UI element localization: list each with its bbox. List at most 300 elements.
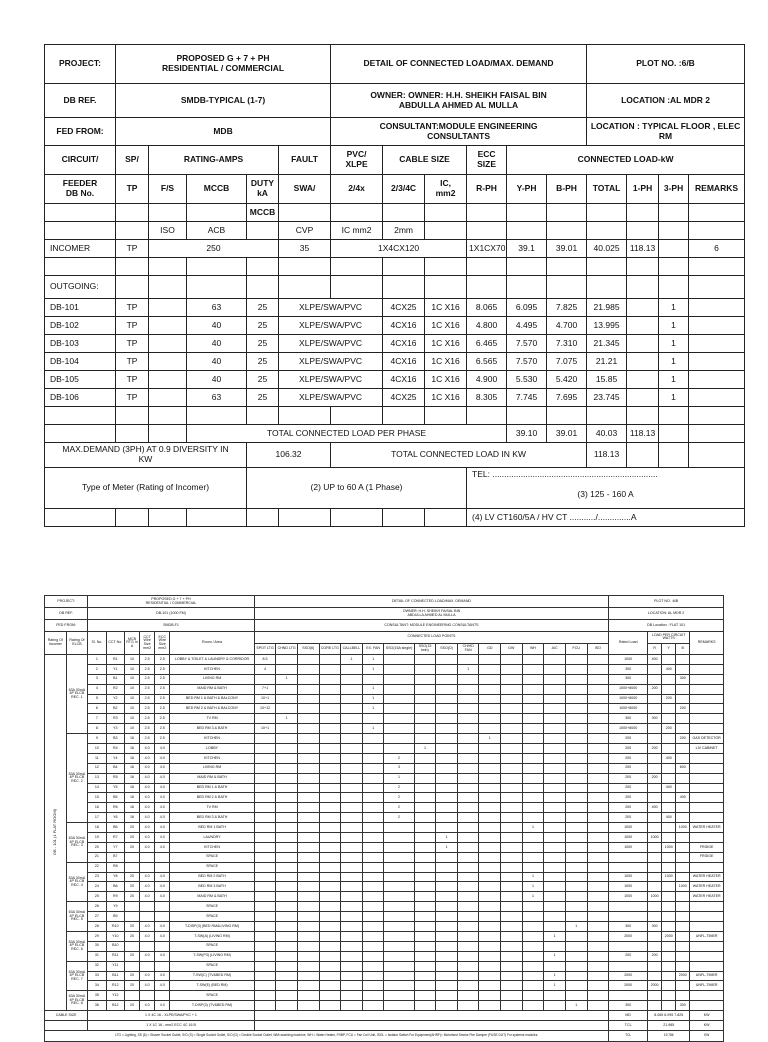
b-load xyxy=(609,902,648,912)
b-point-value xyxy=(522,694,544,704)
b-point-value xyxy=(297,684,319,694)
max-demand-value: 106.32 xyxy=(247,443,331,468)
header-bph: B-PH xyxy=(547,175,587,204)
b-w: 4.0 xyxy=(140,773,155,783)
b-point-value xyxy=(362,753,384,763)
b-point-value xyxy=(297,961,319,971)
b-point-value xyxy=(479,744,501,754)
b-sl: 26 xyxy=(88,902,106,912)
b-point-value xyxy=(414,694,436,704)
outgoing-tp: TP xyxy=(116,371,149,389)
b-point-value xyxy=(544,684,566,694)
header-1ph: 1-PH xyxy=(627,175,659,204)
b-h-cct-wire: CCT Wire Size mm2 xyxy=(140,632,155,655)
b-cct: Y6 xyxy=(106,813,124,823)
b-circuit-row xyxy=(45,892,724,902)
b-point-value xyxy=(501,714,523,724)
b-r: 200 xyxy=(648,744,662,754)
location-elec-rm: LOCATION : TYPICAL FLOOR , ELEC RM xyxy=(587,118,745,146)
b-b xyxy=(676,991,690,1001)
empty-cell xyxy=(279,204,331,222)
b-point-value xyxy=(276,941,298,951)
b-b: 400 xyxy=(676,793,690,803)
b-load: 2000 xyxy=(609,931,648,941)
b-e: 4.0 xyxy=(155,813,170,823)
b-e: 4.0 xyxy=(155,753,170,763)
b-mcb: 20 xyxy=(124,971,139,981)
b-point-value xyxy=(297,941,319,951)
outgoing-fault: 25 xyxy=(247,389,279,407)
b-room: SPACE xyxy=(170,991,254,1001)
b-mcb: 20 xyxy=(124,842,139,852)
b-r xyxy=(648,971,662,981)
b-e xyxy=(155,912,170,922)
b-point-value xyxy=(414,981,436,991)
b-point-value xyxy=(254,882,276,892)
outgoing-r: 8.065 xyxy=(467,299,507,317)
b-point-value xyxy=(254,951,276,961)
header-2mm: 2mm xyxy=(383,222,425,240)
b-cct: R3 xyxy=(106,714,124,724)
b-point-value xyxy=(565,664,587,674)
empty-cell xyxy=(507,204,547,222)
b-r xyxy=(648,1001,662,1011)
b-point-value xyxy=(276,842,298,852)
b-point-value xyxy=(587,823,609,833)
b-point-value xyxy=(341,951,363,961)
b-cct: Y5 xyxy=(106,783,124,793)
empty-cell xyxy=(149,371,187,389)
b-point-value: 1 xyxy=(276,674,298,684)
b-rem xyxy=(690,793,724,803)
outgoing-b: 7.695 xyxy=(547,389,587,407)
b-point-value xyxy=(522,664,544,674)
b-room: KITCHEN xyxy=(170,734,254,744)
b-cct: B5 xyxy=(106,793,124,803)
b-b xyxy=(676,852,690,862)
b-sl: 20 xyxy=(88,842,106,852)
b-circuit-row xyxy=(45,714,724,724)
b-room: T-SW(C) (TV&BED RM) xyxy=(170,971,254,981)
b-sl: 34 xyxy=(88,981,106,991)
b-point-value xyxy=(254,1001,276,1011)
b-cct: R12 xyxy=(106,981,124,991)
b-r: 200 xyxy=(648,684,662,694)
b-point-value: 1 xyxy=(544,971,566,981)
b-point-value xyxy=(479,842,501,852)
b-b xyxy=(676,902,690,912)
b-point-value xyxy=(414,674,436,684)
b-sl: 36 xyxy=(88,1001,106,1011)
b-rem xyxy=(690,961,724,971)
b-rem: FRIDGE xyxy=(690,842,724,852)
b-point-value xyxy=(341,694,363,704)
empty-cell xyxy=(425,407,467,425)
b-point-value xyxy=(414,912,436,922)
b-point-value: 1 xyxy=(276,714,298,724)
b-h-points-title: CONNECTED LOAD POINTS xyxy=(254,632,609,644)
b-point-value xyxy=(436,763,458,773)
b-point-value xyxy=(254,803,276,813)
b-point-value xyxy=(544,714,566,724)
outgoing-size: 4CX16 xyxy=(383,371,425,389)
b-load: 1000 xyxy=(609,842,648,852)
empty-cell xyxy=(587,407,627,425)
b-point-value xyxy=(479,724,501,734)
b-point-value xyxy=(254,991,276,1001)
b-point-value xyxy=(544,991,566,1001)
b-point-value xyxy=(436,704,458,714)
b-point-value xyxy=(479,664,501,674)
b-w xyxy=(140,991,155,1001)
b-w: 2.5 xyxy=(140,674,155,684)
b-point-value xyxy=(436,912,458,922)
b-rem xyxy=(690,922,724,932)
b-w: 2.5 xyxy=(140,694,155,704)
b-cct: Y7 xyxy=(106,842,124,852)
b-point-value xyxy=(522,1001,544,1011)
b-r xyxy=(648,734,662,744)
b-b xyxy=(676,862,690,872)
b-w: 4.0 xyxy=(140,793,155,803)
b-y xyxy=(662,833,676,843)
b-point-value xyxy=(457,1001,479,1011)
b-point-value xyxy=(587,664,609,674)
b-room: LAUNDRY xyxy=(170,833,254,843)
b-mcb: 16 xyxy=(124,793,139,803)
b-point-value xyxy=(479,941,501,951)
b-point-value: 1 xyxy=(362,655,384,665)
empty-cell xyxy=(279,509,331,527)
header-swa: SWA/ xyxy=(279,175,331,204)
b-point-value xyxy=(254,941,276,951)
empty-cell xyxy=(247,222,279,240)
b-b: 1000 xyxy=(676,823,690,833)
b-point-value xyxy=(522,655,544,665)
b-point-value xyxy=(565,981,587,991)
b-circuit-row xyxy=(45,961,724,971)
empty-cell xyxy=(247,276,279,299)
b-project-label: PROJECT: xyxy=(45,596,88,608)
b-point-value xyxy=(457,882,479,892)
b-y xyxy=(662,912,676,922)
b-h-point-10: GD xyxy=(479,643,501,655)
b-circuit-row xyxy=(45,734,724,744)
b-point-value xyxy=(522,852,544,862)
b-point-value xyxy=(341,991,363,1001)
b-point-value xyxy=(319,833,341,843)
empty-cell xyxy=(467,204,507,222)
b-rem xyxy=(690,1001,724,1011)
b-h-rated-load: Rated Load xyxy=(609,632,648,655)
b-point-value: 1 xyxy=(522,872,544,882)
empty-cell xyxy=(116,509,149,527)
b-point-value xyxy=(457,951,479,961)
b-rem: LIV CABINET xyxy=(690,744,724,754)
b-w: 4.0 xyxy=(140,981,155,991)
b-point-value xyxy=(414,842,436,852)
b-point-value xyxy=(501,674,523,684)
outgoing-tp: TP xyxy=(116,317,149,335)
b-point-value xyxy=(544,704,566,714)
b-sl: 13 xyxy=(88,773,106,783)
b-mcb xyxy=(124,862,139,872)
b-point-value: 1 xyxy=(565,1001,587,1011)
b-tcl-label-2: TCL xyxy=(609,1030,648,1041)
outgoing-row xyxy=(45,371,745,389)
b-b xyxy=(676,655,690,665)
b-cct: B10 xyxy=(106,941,124,951)
b-cct: B7 xyxy=(106,852,124,862)
header-feeder: FEEDER DB No. xyxy=(45,175,116,204)
b-point-value xyxy=(319,763,341,773)
b-point-value xyxy=(479,912,501,922)
b-cct: R10 xyxy=(106,922,124,932)
b-point-value: 1 xyxy=(544,951,566,961)
b-w: 4.0 xyxy=(140,823,155,833)
b-circuit-row xyxy=(45,783,724,793)
b-point-value xyxy=(341,872,363,882)
b-point-value xyxy=(341,813,363,823)
outgoing-fault: 25 xyxy=(247,353,279,371)
b-point-value xyxy=(544,912,566,922)
b-point-value: 10+12 xyxy=(254,704,276,714)
b-point-value xyxy=(479,763,501,773)
b-point-value xyxy=(565,655,587,665)
b-w: 4.0 xyxy=(140,922,155,932)
empty-cell xyxy=(689,317,745,335)
b-room: BED RM 3 & BATH xyxy=(170,813,254,823)
b-point-value xyxy=(319,842,341,852)
b-cct: Y11 xyxy=(106,961,124,971)
outgoing-total: 21.21 xyxy=(587,353,627,371)
b-point-value xyxy=(457,744,479,754)
b-point-value xyxy=(341,922,363,932)
b-point-value xyxy=(544,724,566,734)
b-room: TV RM xyxy=(170,803,254,813)
b-cct: B8 xyxy=(106,882,124,892)
b-point-value xyxy=(436,823,458,833)
outgoing-type: XLPE/SWA/PVC xyxy=(279,317,383,335)
total-kw-value: 118.13 xyxy=(587,443,627,468)
empty-cell xyxy=(247,407,279,425)
b-room: LOBBY xyxy=(170,744,254,754)
b-b xyxy=(676,724,690,734)
b-point-value xyxy=(319,971,341,981)
b-point-value xyxy=(587,941,609,951)
b-mcb: 16 xyxy=(124,734,139,744)
b-r: 200 xyxy=(648,951,662,961)
b-point-value xyxy=(384,941,414,951)
b-point-value xyxy=(457,852,479,862)
outgoing-size: 4CX16 xyxy=(383,317,425,335)
empty-cell xyxy=(507,222,547,240)
b-point-value xyxy=(384,674,414,684)
header-remarks: REMARKS xyxy=(689,175,745,204)
incomer-r: 39.1 xyxy=(507,240,547,258)
b-y xyxy=(662,674,676,684)
empty-cell xyxy=(331,509,383,527)
b-room: SPACE xyxy=(170,941,254,951)
b-point-value xyxy=(414,882,436,892)
b-point-value xyxy=(436,655,458,665)
b-point-value xyxy=(565,823,587,833)
b-point-value xyxy=(436,674,458,684)
b-point-value xyxy=(457,714,479,724)
outgoing-ecc: 1C X16 xyxy=(425,299,467,317)
b-w: 4.0 xyxy=(140,763,155,773)
b-room: LIVING RM xyxy=(170,674,254,684)
b-cct: B1 xyxy=(106,674,124,684)
b-point-value xyxy=(544,833,566,843)
b-point-value xyxy=(501,813,523,823)
b-point-value xyxy=(544,694,566,704)
b-point-value xyxy=(341,783,363,793)
b-point-value xyxy=(457,724,479,734)
header-rph: R-PH xyxy=(467,175,507,204)
b-point-value xyxy=(479,803,501,813)
empty-cell xyxy=(279,407,331,425)
b-circuit-row xyxy=(45,823,724,833)
meter-option-2: (2) UP to 60 A (1 Phase) xyxy=(247,468,467,509)
b-point-value xyxy=(341,773,363,783)
outgoing-size: 4CX16 xyxy=(383,335,425,353)
b-point-value xyxy=(414,714,436,724)
b-point-value xyxy=(587,684,609,694)
b-e: 4.0 xyxy=(155,951,170,961)
b-mcb: 20 xyxy=(124,931,139,941)
empty-cell xyxy=(659,407,689,425)
b-b xyxy=(676,664,690,674)
b-mcb: 10 xyxy=(124,684,139,694)
b-point-value xyxy=(522,951,544,961)
b-w: 4.0 xyxy=(140,813,155,823)
b-point-value xyxy=(276,902,298,912)
b-y xyxy=(662,862,676,872)
b-h-sl-no: Sl. No. xyxy=(88,632,106,655)
b-b xyxy=(676,833,690,843)
empty-cell xyxy=(467,222,507,240)
outgoing-label: OUTGOING: xyxy=(45,276,116,299)
b-point-value xyxy=(522,714,544,724)
b-point-value xyxy=(362,882,384,892)
b-sl: 35 xyxy=(88,991,106,1001)
b-point-value: 1 xyxy=(362,704,384,714)
b-point-value xyxy=(341,833,363,843)
b-point-value xyxy=(544,783,566,793)
outgoing-total: 23.745 xyxy=(587,389,627,407)
b-point-value xyxy=(276,655,298,665)
b-h-point-8: SSO(D) xyxy=(436,643,458,655)
b-point-value xyxy=(384,931,414,941)
b-rem xyxy=(690,763,724,773)
b-point-value xyxy=(276,833,298,843)
b-b xyxy=(676,803,690,813)
b-circuit-row xyxy=(45,664,724,674)
empty-cell xyxy=(627,222,659,240)
b-load: 1000+8000 xyxy=(609,694,648,704)
empty-cell xyxy=(116,204,149,222)
b-point-value xyxy=(384,744,414,754)
outgoing-b: 4.700 xyxy=(547,317,587,335)
b-point-value xyxy=(297,734,319,744)
b-point-value xyxy=(522,734,544,744)
b-room: TV RM xyxy=(170,714,254,724)
b-room: LOBBY & TOILET & LAUNDRY & CORRIDOR xyxy=(170,655,254,665)
b-circuit-row xyxy=(45,872,724,882)
b-point-value xyxy=(544,655,566,665)
detail-title: DETAIL OF CONNECTED LOAD/MAX. DEMAND xyxy=(331,45,587,84)
outgoing-rating: 40 xyxy=(187,335,247,353)
b-point-value xyxy=(341,793,363,803)
outgoing-r: 4.900 xyxy=(467,371,507,389)
b-point-value xyxy=(436,872,458,882)
incomer-fault: 35 xyxy=(279,240,331,258)
b-rem xyxy=(690,813,724,823)
empty-cell xyxy=(627,335,659,353)
b-circuit-row xyxy=(45,684,724,694)
empty-cell xyxy=(659,443,689,468)
b-point-value xyxy=(384,862,414,872)
b-point-value xyxy=(319,823,341,833)
b-r xyxy=(648,674,662,684)
b-point-value xyxy=(319,892,341,902)
b-h-rating-incomer: Rating Of Incomer xyxy=(45,632,67,655)
header-tp: TP xyxy=(116,175,149,204)
b-b xyxy=(676,912,690,922)
b-point-value xyxy=(501,931,523,941)
b-point-value xyxy=(276,912,298,922)
b-point-value: 8.5 xyxy=(254,655,276,665)
empty-cell xyxy=(507,276,547,299)
b-point-value xyxy=(457,902,479,912)
b-circuit-row xyxy=(45,674,724,684)
b-e: 4.0 xyxy=(155,882,170,892)
empty-cell xyxy=(247,258,279,276)
b-point-value xyxy=(254,773,276,783)
b-load xyxy=(609,961,648,971)
b-point-value xyxy=(297,793,319,803)
b-point-value xyxy=(587,813,609,823)
incomer-ecc: 1X1CX70 xyxy=(467,240,507,258)
empty-cell xyxy=(187,258,247,276)
b-mcb: 10 xyxy=(124,664,139,674)
b-cct: Y10 xyxy=(106,931,124,941)
b-point-value xyxy=(522,793,544,803)
b-point-value xyxy=(276,803,298,813)
b-mcb: 16 xyxy=(124,813,139,823)
b-point-value xyxy=(319,753,341,763)
b-point-value xyxy=(341,892,363,902)
b-e: 2.5 xyxy=(155,694,170,704)
b-point-value xyxy=(297,902,319,912)
empty-cell xyxy=(425,509,467,527)
b-load: 200 xyxy=(609,813,648,823)
b-point-value xyxy=(436,724,458,734)
b-point-value xyxy=(457,803,479,813)
b-mcb xyxy=(124,912,139,922)
empty-cell xyxy=(149,276,187,299)
b-point-value xyxy=(522,922,544,932)
b-mcb: 10 xyxy=(124,674,139,684)
header-cvp: CVP xyxy=(279,222,331,240)
b-point-value: 1 xyxy=(436,842,458,852)
b-point-value: 2 xyxy=(384,753,414,763)
b-rem xyxy=(690,833,724,843)
b-point-value xyxy=(587,902,609,912)
b-r: 2000 xyxy=(648,981,662,991)
incomer-cable: 1X4CX120 xyxy=(331,240,467,258)
